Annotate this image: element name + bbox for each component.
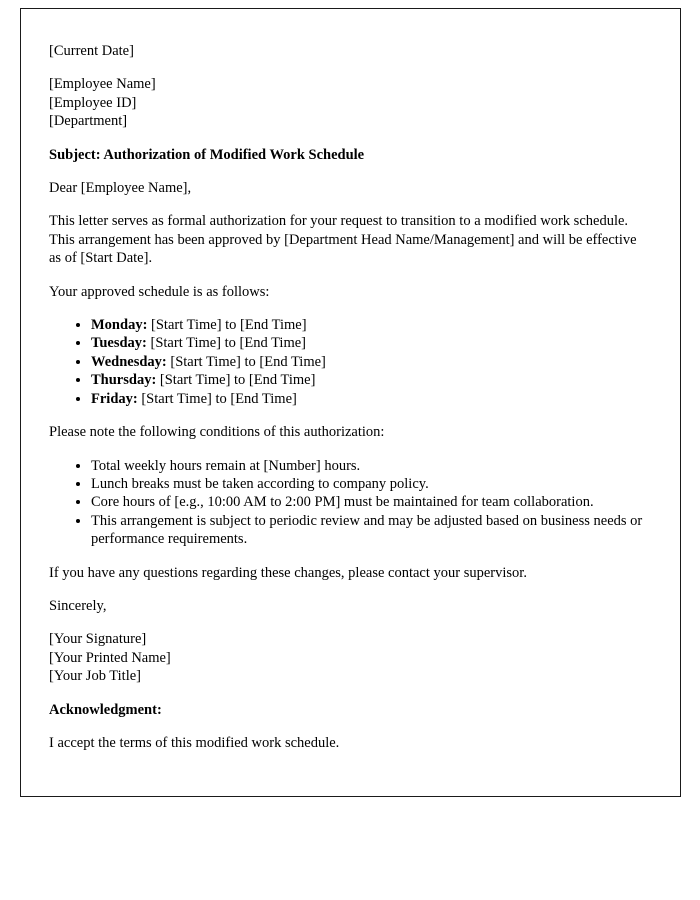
schedule-list: [49, 316, 650, 408]
condition-item: • Core hours of [e.g., 10:00 AM to 2:00 PM] must be maintained for team collaboration.: [91, 493, 650, 511]
recipient-block: [49, 75, 650, 130]
condition-item: • This arrangement is subject to periodic review and may be adjusted based on business needs or performance requirements.: [91, 512, 650, 549]
schedule-intro: Your approved schedule is as follows:: [49, 283, 270, 300]
salutation: Dear [Employee Name],: [49, 180, 192, 197]
intro-paragraph: This letter serves as formal authorization for your request to transition to a modified work schedule. This arrangement has been approved by [Department Head Name/Management] and will be effective as of [Start Date].: [49, 213, 637, 267]
date-line: [Current Date]: [49, 43, 134, 59]
acknowledgment-heading: Acknowledgment:: [49, 701, 162, 718]
day-times: [Start Time] to [End Time]: [141, 390, 297, 407]
schedule-item: [91, 353, 650, 371]
acknowledgment-text: I accept the terms of this modified work schedule.: [49, 734, 340, 751]
schedule-item: [91, 390, 650, 408]
day-times: [Start Time] to [End Time]: [150, 335, 307, 352]
contact-paragraph: If you have any questions regarding these changes, please contact your supervisor.: [49, 564, 527, 581]
subject-line: Subject: Authorization of Modified Work Schedule: [49, 146, 365, 163]
schedule-item: [91, 316, 650, 334]
day-label: Wednesday:: [91, 353, 167, 370]
recipient-line-id: [Employee ID]: [49, 94, 137, 111]
day-label: Tuesday:: [91, 335, 147, 352]
recipient-line-name: [Employee Name]: [49, 76, 156, 93]
signature-line: [Your Printed Name]: [49, 649, 171, 666]
day-label: Friday:: [91, 390, 138, 407]
day-label: Thursday:: [91, 372, 157, 389]
schedule-item: [91, 371, 650, 389]
letter-page: [20, 8, 681, 797]
conditions-list: [49, 457, 650, 549]
signature-line: [Your Job Title]: [49, 668, 142, 685]
schedule-item: [91, 334, 650, 352]
condition-item: • Lunch breaks must be taken according to company policy.: [91, 475, 650, 493]
signature-line: [Your Signature]: [49, 631, 147, 648]
signature-block: [49, 630, 650, 685]
conditions-intro: Please note the following conditions of this authorization:: [49, 424, 385, 441]
closing: Sincerely,: [49, 597, 107, 614]
day-times: [Start Time] to [End Time]: [151, 317, 307, 334]
condition-item: • Total weekly hours remain at [Number] hours.: [91, 457, 650, 475]
day-label: Monday:: [91, 317, 148, 334]
recipient-line-department: [Department]: [49, 113, 128, 130]
day-times: [Start Time] to [End Time]: [159, 372, 316, 389]
day-times: [Start Time] to [End Time]: [170, 353, 326, 370]
